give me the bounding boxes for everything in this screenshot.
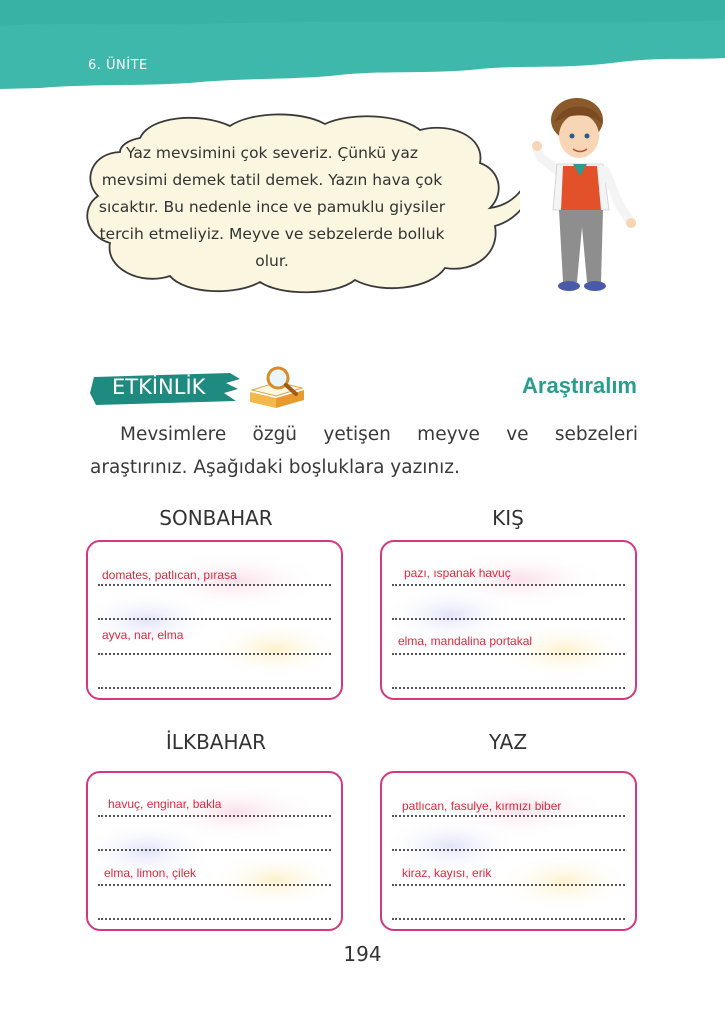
dotted-line bbox=[98, 849, 331, 851]
page-number: 194 bbox=[343, 942, 382, 966]
answer-text: pazı, ıspanak havuç bbox=[404, 566, 511, 580]
answer-text: elma, limon, çilek bbox=[104, 866, 197, 880]
box-watercolor bbox=[382, 773, 635, 929]
activity-label: ETKİNLİK bbox=[112, 375, 206, 399]
season-heading-sonbahar: SONBAHAR bbox=[159, 506, 273, 530]
dotted-line bbox=[392, 884, 625, 886]
answer-text: havuç, enginar, bakla bbox=[108, 797, 222, 811]
dotted-line bbox=[392, 584, 625, 586]
answer-text: elma, mandalina portakal bbox=[398, 634, 533, 648]
answer-text: domates, patlıcan, pırasa bbox=[102, 568, 237, 582]
season-heading-ilkbahar: İLKBAHAR bbox=[165, 730, 267, 754]
dotted-line bbox=[98, 884, 331, 886]
dotted-line bbox=[98, 687, 331, 689]
book-magnifier-icon bbox=[248, 364, 306, 410]
answer-text: ayva, nar, elma bbox=[102, 628, 184, 642]
speech-bubble-text: Yaz mevsimini çok severiz. Çünkü yaz mevsimi demek tatil demek. Yazın hava çok sıcaktır. Bu nedenle ince ve pamuklu giysiler tercih etmeliyiz. Meyve ve sebzelerde bolluk olur. bbox=[98, 144, 446, 270]
dotted-line bbox=[392, 918, 625, 920]
answer-box-yaz bbox=[380, 771, 637, 931]
answer-box-ilkbahar bbox=[86, 771, 343, 931]
dotted-line bbox=[98, 584, 331, 586]
season-heading-yaz: YAZ bbox=[488, 730, 528, 754]
dotted-line bbox=[392, 849, 625, 851]
answer-box-sonbahar bbox=[86, 540, 343, 700]
dotted-line bbox=[392, 618, 625, 620]
dotted-line bbox=[98, 618, 331, 620]
dotted-line bbox=[98, 918, 331, 920]
dotted-line bbox=[392, 687, 625, 689]
dotted-line bbox=[392, 653, 625, 655]
box-watercolor bbox=[88, 542, 341, 698]
dotted-line bbox=[98, 653, 331, 655]
answer-box-kis bbox=[380, 540, 637, 700]
activity-title: Araştıralım bbox=[522, 373, 637, 398]
answer-text: kiraz, kayısı, erik bbox=[402, 866, 492, 880]
season-heading-kis: KIŞ bbox=[492, 506, 524, 530]
dotted-line bbox=[98, 815, 331, 817]
activity-instruction: Mevsimlere özgü yetişen meyve ve sebzeleri araştırınız. Aşağıdaki boşluklara yazınız. bbox=[90, 424, 638, 478]
header-banner bbox=[0, 0, 725, 95]
dotted-line bbox=[392, 815, 625, 817]
boy-illustration bbox=[527, 92, 639, 297]
answer-text: patlıcan, fasulye, kırmızı biber bbox=[402, 799, 562, 813]
unit-label: 6. ÜNİTE bbox=[88, 58, 148, 73]
